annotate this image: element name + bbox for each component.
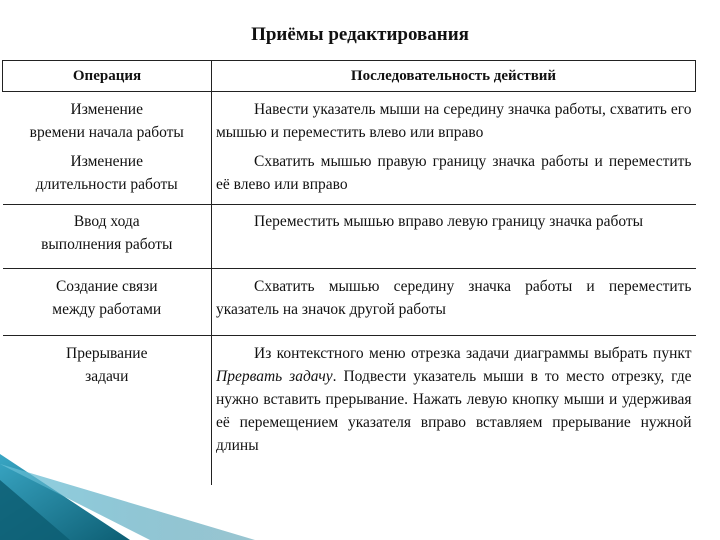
action-cell xyxy=(212,269,696,336)
operation-line: времени начала работы xyxy=(29,124,184,141)
action-text: Схватить мышью середину значка работы и переместить указатель на значок другой работы xyxy=(216,278,692,318)
operation-line: Изменение xyxy=(70,101,143,118)
table-row xyxy=(3,147,696,205)
operation-line: Создание связи xyxy=(55,278,158,295)
decoration-shape xyxy=(0,480,70,540)
action-text: Из контекстного меню отрезка задачи диаграммы выбрать пункт xyxy=(254,345,692,362)
action-text: Переместить мышью вправо левую границу значка работы xyxy=(254,213,644,230)
action-cell xyxy=(212,92,696,148)
action-cell xyxy=(212,336,696,486)
table-header-row xyxy=(3,61,696,92)
editing-techniques-table xyxy=(2,60,696,485)
operation-cell xyxy=(3,92,212,148)
action-cell xyxy=(212,205,696,269)
action-text: . Подвести указатель мыши в то место отрезку, где нужно вставить прерывание. Нажать левую кнопку мыши и удерживая её перемещением указателя вправо вставляем прерывание нужной длины xyxy=(216,368,692,454)
header-sequence: Последовательность действий xyxy=(212,61,696,92)
operation-line: Ввод хода xyxy=(73,213,140,230)
operation-line: Изменение xyxy=(70,153,143,170)
action-text: Схватить мышью правую границу значка работы и переместить её влево или вправо xyxy=(216,153,692,193)
table-row xyxy=(3,269,696,336)
operation-line: длительности работы xyxy=(35,176,178,193)
operation-cell xyxy=(3,147,212,205)
table-row xyxy=(3,336,696,486)
action-italic-text: Прервать задачу xyxy=(216,368,333,385)
operation-line: выполнения работы xyxy=(41,236,173,253)
action-cell xyxy=(212,147,696,205)
operation-cell xyxy=(3,205,212,269)
action-text: Навести указатель мыши на середину значка работы, схватить его мышью и переместить влево или вправо xyxy=(216,101,692,141)
operation-line: Прерывание xyxy=(66,345,148,362)
operation-line: задачи xyxy=(85,368,129,385)
operation-cell xyxy=(3,269,212,336)
header-operation: Операция xyxy=(3,61,212,92)
operation-cell xyxy=(3,336,212,486)
operation-line: между работами xyxy=(52,301,162,318)
table-row xyxy=(3,92,696,148)
page-title: Приёмы редактирования xyxy=(251,24,469,45)
table-row xyxy=(3,205,696,269)
